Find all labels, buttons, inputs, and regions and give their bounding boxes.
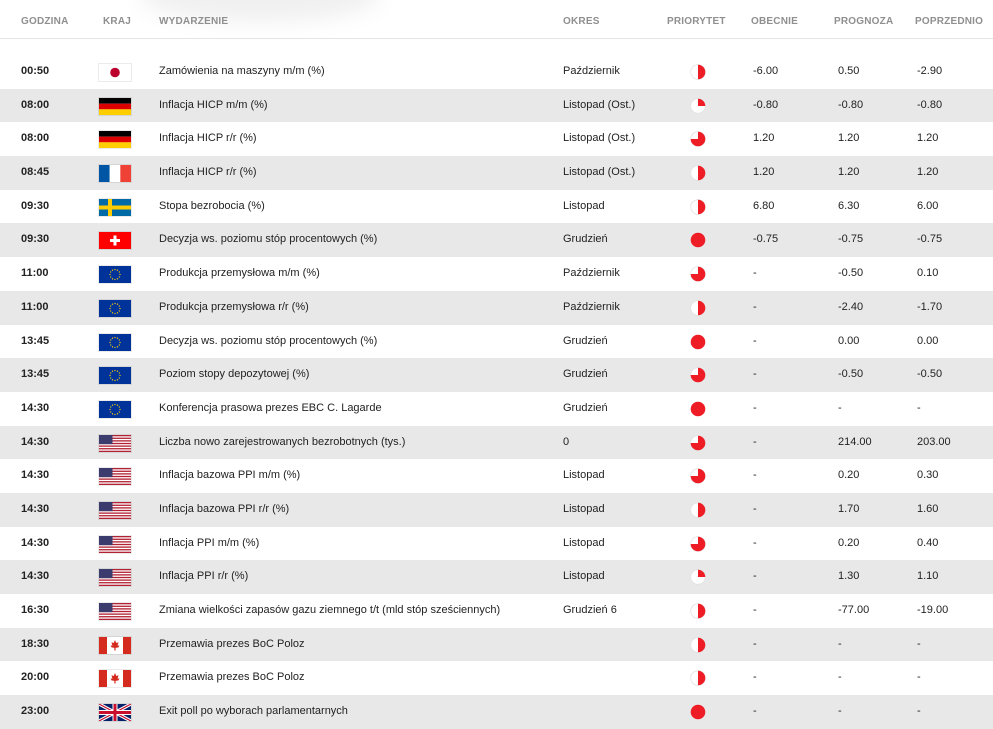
table-row[interactable] — [0, 89, 993, 123]
flag-jp-icon — [99, 64, 131, 81]
event-previous: - — [917, 401, 921, 414]
priority-icon — [690, 569, 706, 585]
event-forecast: 214.00 — [838, 435, 872, 448]
priority-icon — [690, 300, 706, 316]
event-forecast: 0.20 — [838, 536, 860, 549]
event-forecast: 0.00 — [838, 334, 860, 347]
priority-icon — [690, 266, 706, 282]
event-time: 14:30 — [21, 401, 50, 414]
flag-fr-icon — [99, 165, 131, 182]
event-name[interactable]: Exit poll po wyborach parlamentarnych — [159, 705, 348, 718]
table-row[interactable] — [0, 358, 993, 392]
event-previous: 6.00 — [917, 199, 939, 212]
event-actual: - — [753, 469, 757, 482]
priority-icon — [690, 232, 706, 248]
event-previous: 0.30 — [917, 469, 939, 482]
event-forecast: 0.50 — [838, 65, 860, 77]
event-actual: - — [753, 401, 757, 414]
priority-icon — [690, 704, 706, 720]
event-time: 09:30 — [21, 233, 50, 246]
event-name[interactable]: Inflacja bazowa PPI r/r (%) — [159, 502, 290, 515]
event-previous: -2.90 — [917, 65, 943, 77]
event-period: 0 — [563, 435, 570, 448]
event-name[interactable]: Poziom stopy depozytowej (%) — [159, 368, 310, 381]
priority-icon — [690, 131, 706, 147]
flag-de-icon — [99, 98, 131, 115]
event-forecast: -0.75 — [838, 233, 864, 246]
event-previous: - — [917, 705, 921, 718]
header-actual[interactable]: OBECNIE — [751, 16, 798, 27]
table-row[interactable] — [0, 223, 993, 257]
flag-eu-icon — [99, 334, 131, 351]
event-period: Listopad (Ost.) — [563, 98, 636, 111]
event-time: 09:30 — [21, 199, 50, 212]
event-time: 13:45 — [21, 334, 50, 347]
flag-us-icon — [99, 468, 131, 485]
event-period: Listopad — [563, 469, 605, 482]
event-name[interactable]: Liczba nowo zarejestrowanych bezrobotnych (tys.) — [159, 435, 406, 448]
flag-us-icon — [99, 536, 131, 553]
event-time: 14:30 — [21, 502, 50, 515]
table-row[interactable] — [0, 325, 993, 359]
event-period: Listopad (Ost.) — [563, 132, 636, 145]
priority-icon — [690, 64, 706, 80]
event-actual: - — [753, 604, 757, 616]
event-period: Listopad (Ost.) — [563, 166, 636, 179]
event-period: Grudzień — [563, 233, 608, 246]
event-name[interactable]: Stopa bezrobocia (%) — [159, 199, 265, 212]
event-period: Listopad — [563, 570, 605, 583]
event-time: 08:00 — [21, 132, 50, 145]
priority-icon — [690, 502, 706, 518]
event-actual: - — [753, 334, 757, 347]
event-actual: 1.20 — [753, 166, 775, 179]
priority-icon — [690, 98, 706, 114]
priority-icon — [690, 367, 706, 383]
event-actual: - — [753, 300, 757, 313]
event-forecast: 1.20 — [838, 132, 860, 145]
event-time: 20:00 — [21, 671, 50, 684]
table-header — [0, 0, 993, 39]
event-time: 14:30 — [21, 435, 50, 448]
event-time: 14:30 — [21, 536, 50, 549]
event-previous: 1.20 — [917, 166, 939, 179]
event-time: 11:00 — [21, 300, 49, 313]
flag-eu-icon — [99, 367, 131, 384]
event-actual: - — [753, 502, 757, 515]
header-time[interactable]: GODZINA — [21, 16, 69, 27]
event-forecast: - — [838, 705, 842, 718]
table-row[interactable] — [0, 594, 993, 628]
priority-icon — [690, 536, 706, 552]
event-actual: - — [753, 267, 757, 280]
event-previous: -0.80 — [917, 98, 943, 111]
event-period: Październik — [563, 267, 620, 280]
event-period: Październik — [563, 65, 620, 77]
flag-se-icon — [99, 199, 131, 216]
table-row[interactable] — [0, 190, 993, 224]
event-time: 11:00 — [21, 267, 49, 280]
event-time: 16:30 — [21, 604, 50, 616]
flag-gb-icon — [99, 704, 131, 721]
priority-icon — [690, 401, 706, 417]
event-actual: -6.00 — [753, 65, 779, 77]
event-previous: 1.20 — [917, 132, 939, 145]
event-time: 00:50 — [21, 65, 50, 77]
event-time: 14:30 — [21, 469, 50, 482]
event-actual: - — [753, 435, 757, 448]
event-period: Październik — [563, 300, 620, 313]
header-forecast[interactable]: PROGNOZA — [834, 16, 894, 27]
flag-us-icon — [99, 435, 131, 452]
event-name[interactable]: Produkcja przemysłowa r/r (%) — [159, 300, 309, 313]
event-time: 08:45 — [21, 166, 50, 179]
header-previous[interactable]: POPRZEDNIO — [915, 16, 984, 27]
event-name[interactable]: Inflacja HICP m/m (%) — [159, 98, 268, 111]
header-period[interactable]: OKRES — [563, 16, 600, 27]
event-name[interactable]: Przemawia prezes BoC Poloz — [159, 671, 305, 684]
event-name[interactable]: Przemawia prezes BoC Poloz — [159, 637, 305, 650]
event-name[interactable]: Inflacja bazowa PPI m/m (%) — [159, 469, 301, 482]
priority-icon — [690, 435, 706, 451]
flag-us-icon — [99, 502, 131, 519]
event-name[interactable]: Inflacja PPI m/m (%) — [159, 536, 260, 549]
flag-eu-icon — [99, 401, 131, 418]
priority-icon — [690, 334, 706, 350]
event-name[interactable]: Konferencja prasowa prezes EBC C. Lagarde — [159, 401, 382, 414]
event-name[interactable]: Inflacja HICP r/r (%) — [159, 132, 257, 145]
table-row[interactable] — [0, 257, 993, 291]
event-actual: - — [753, 637, 757, 650]
table-row[interactable] — [0, 661, 993, 695]
event-period: Grudzień 6 — [563, 604, 617, 616]
flag-ca-icon — [99, 637, 131, 654]
event-previous: -1.70 — [917, 300, 943, 313]
event-forecast: -0.50 — [838, 267, 864, 280]
table-row[interactable] — [0, 156, 993, 190]
event-previous: - — [917, 637, 921, 650]
priority-icon — [690, 603, 706, 619]
event-time: 14:30 — [21, 570, 50, 583]
event-name[interactable]: Zmiana wielkości zapasów gazu ziemnego t/t (mld stóp sześciennych) — [159, 604, 501, 616]
flag-ca-icon — [99, 670, 131, 687]
event-previous: -0.75 — [917, 233, 943, 246]
event-forecast: 1.30 — [838, 570, 860, 583]
event-forecast: 1.20 — [838, 166, 860, 179]
event-forecast: - — [838, 401, 842, 414]
table-row[interactable] — [0, 55, 993, 89]
table-row[interactable] — [0, 122, 993, 156]
event-name[interactable]: Inflacja PPI r/r (%) — [159, 570, 249, 583]
event-time: 18:30 — [21, 637, 50, 650]
table-row[interactable] — [0, 695, 993, 729]
event-forecast: 1.70 — [838, 502, 860, 515]
header-priority[interactable]: PRIORYTET — [667, 16, 726, 27]
event-period: Grudzień — [563, 368, 608, 381]
event-name[interactable]: Produkcja przemysłowa m/m (%) — [159, 267, 320, 280]
flag-eu-icon — [99, 300, 131, 317]
event-forecast: - — [838, 637, 842, 650]
flag-ch-icon — [99, 232, 131, 249]
event-time: 08:00 — [21, 98, 50, 111]
event-forecast: 6.30 — [838, 199, 860, 212]
event-previous: 0.10 — [917, 267, 939, 280]
event-period: Listopad — [563, 199, 605, 212]
event-forecast: -0.80 — [838, 98, 864, 111]
priority-icon — [690, 468, 706, 484]
event-actual: 1.20 — [753, 132, 775, 145]
priority-icon — [690, 165, 706, 181]
table-row[interactable] — [0, 560, 993, 594]
event-forecast: 0.20 — [838, 469, 860, 482]
event-forecast: -0.50 — [838, 368, 864, 381]
event-name[interactable]: Zamówienia na maszyny m/m (%) — [159, 65, 325, 77]
event-actual: -0.80 — [753, 98, 779, 111]
event-actual: - — [753, 536, 757, 549]
event-period: Grudzień — [563, 334, 608, 347]
event-name[interactable]: Inflacja HICP r/r (%) — [159, 166, 257, 179]
event-previous: -19.00 — [917, 604, 949, 616]
table-row[interactable] — [0, 291, 993, 325]
table-row[interactable] — [0, 426, 993, 460]
priority-icon — [690, 670, 706, 686]
flag-us-icon — [99, 603, 131, 620]
events-table — [0, 55, 993, 729]
event-time: 13:45 — [21, 368, 50, 381]
flag-us-icon — [99, 569, 131, 586]
event-name[interactable]: Decyzja ws. poziomu stóp procentowych (%) — [159, 233, 378, 246]
event-period: Grudzień — [563, 401, 608, 414]
event-previous: 1.10 — [917, 570, 939, 583]
event-previous: 0.40 — [917, 536, 939, 549]
header-country[interactable]: KRAJ — [103, 16, 132, 27]
event-period: Listopad — [563, 502, 605, 515]
event-time: 23:00 — [21, 705, 50, 718]
event-previous: 1.60 — [917, 502, 939, 515]
event-previous: 203.00 — [917, 435, 951, 448]
priority-icon — [690, 199, 706, 215]
event-name[interactable]: Decyzja ws. poziomu stóp procentowych (%) — [159, 334, 378, 347]
event-actual: 6.80 — [753, 199, 775, 212]
event-actual: - — [753, 570, 757, 583]
table-row[interactable] — [0, 459, 993, 493]
event-previous: -0.50 — [917, 368, 943, 381]
event-actual: -0.75 — [753, 233, 779, 246]
priority-icon — [690, 637, 706, 653]
table-row[interactable] — [0, 392, 993, 426]
event-forecast: - — [838, 671, 842, 684]
event-actual: - — [753, 368, 757, 381]
table-row[interactable] — [0, 628, 993, 662]
header-event[interactable]: WYDARZENIE — [159, 16, 229, 27]
event-forecast: -77.00 — [838, 604, 870, 616]
event-actual: - — [753, 671, 757, 684]
event-period: Listopad — [563, 536, 605, 549]
event-previous: - — [917, 671, 921, 684]
flag-eu-icon — [99, 266, 131, 283]
table-row[interactable] — [0, 527, 993, 561]
event-actual: - — [753, 705, 757, 718]
flag-de-icon — [99, 131, 131, 148]
table-row[interactable] — [0, 493, 993, 527]
event-forecast: -2.40 — [838, 300, 864, 313]
event-previous: 0.00 — [917, 334, 939, 347]
